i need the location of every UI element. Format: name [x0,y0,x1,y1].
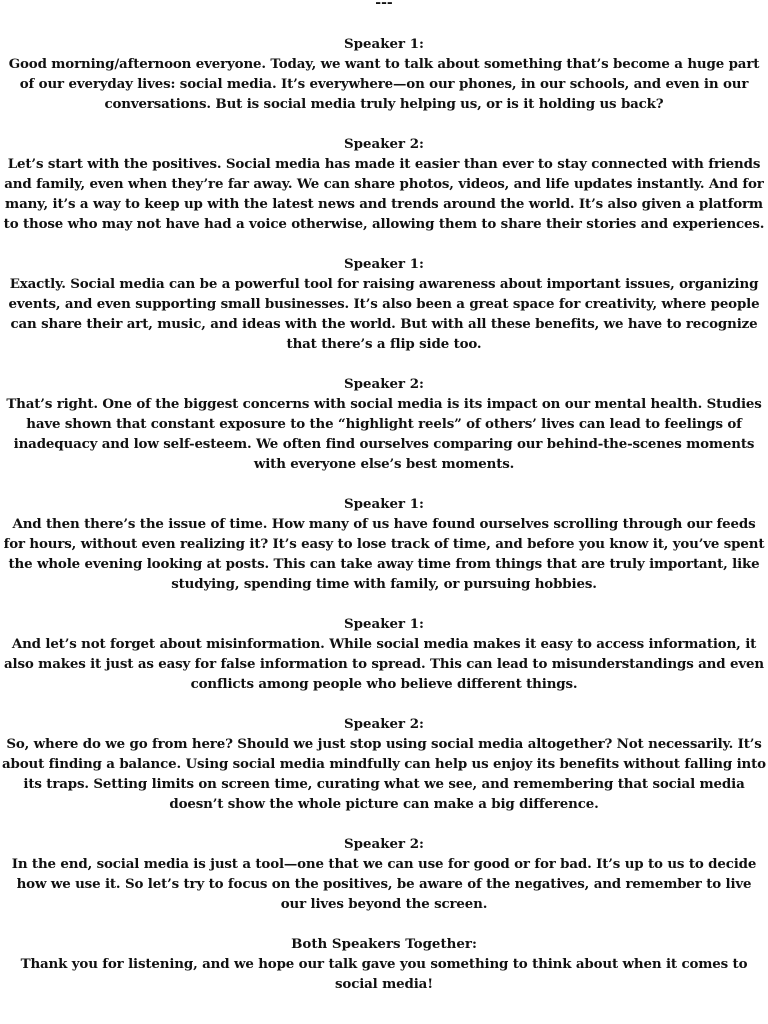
speech-block-7 [2,714,766,814]
speaker-label: Speaker 1: [343,496,424,512]
speaker-label: Both Speakers Together: [291,936,477,952]
speaker-label: Speaker 2: [343,836,424,852]
speaker-label: Speaker 2: [343,136,424,152]
speech-block-5 [2,494,766,594]
speech-text: And then there’s the issue of time. How many of us have found ourselves scrolling through our feeds for hours, without even realizing it? It’s easy to lose track of time, and before you know it, you’ve spent the whole evening looking at posts. This can take away time from things that are truly important, like studying, spending time with family, or pursuing hobbies. [3,516,765,592]
speech-block-6 [2,614,766,694]
speech-text: Let’s start with the positives. Social media has made it easier than ever to stay connected with friends and family, even when they’re far away. We can share photos, videos, and life updates instantly. And for many, it’s a way to keep up with the latest news and trends around the world. It’s also given a platform to those who may not have had a voice otherwise, allowing them to share their stories and experiences. [3,156,765,232]
speaker-label: Speaker 1: [343,256,424,272]
speech-block-3 [2,254,766,354]
speech-text: Thank you for listening, and we hope our talk gave you something to think about when it comes to social media! [20,956,748,992]
speech-text: In the end, social media is just a tool—one that we can use for good or for bad. It’s up to us to decide how we use it. So let’s try to focus on the positives, be aware of the negatives, and remember to live our lives beyond the screen. [11,856,757,912]
speech-block-2 [2,134,766,234]
speech-block-4 [2,374,766,474]
speaker-label: Speaker 1: [343,36,424,52]
speech-text: Exactly. Social media can be a powerful tool for raising awareness about important issues, organizing events, and even supporting small businesses. It’s also been a great space for creativity, where people can share their art, music, and ideas with the world. But with all these benefits, we have to recognize that there’s a flip side too. [8,276,760,352]
speech-text: Good morning/afternoon everyone. Today, we want to talk about something that’s become a huge part of our everyday lives: social media. It’s everywhere—on our phones, in our schools, and even in our conversations. But is social media truly helping us, or is it holding us back? [8,56,760,112]
speech-block-8 [2,834,766,914]
speaker-label: Speaker 2: [343,716,424,732]
speech-text: And let’s not forget about misinformation. While social media makes it easy to access information, it also makes it just as easy for false information to spread. This can lead to misunderstandings and even conflicts among people who believe different things. [4,636,764,692]
speech-block-9 [2,934,766,994]
speech-text: So, where do we go from here? Should we just stop using social media altogether? Not necessarily. It’s about finding a balance. Using social media mindfully can help us enjoy its benefits without falling into its traps. Setting limits on screen time, curating what we see, and remembering that social media doesn’t show the whole picture can make a big difference. [2,736,766,812]
speech-block-1 [2,34,766,114]
section-separator: --- [375,0,393,11]
speaker-label: Speaker 1: [343,616,424,632]
speaker-label: Speaker 2: [343,376,424,392]
speech-text: That’s right. One of the biggest concerns with social media is its impact on our mental health. Studies have shown that constant exposure to the “highlight reels” of others’ lives can lead to feelings of inadequacy and low self-esteem. We often find ourselves comparing our behind-the-scenes moments with everyone else’s best moments. [6,396,762,472]
